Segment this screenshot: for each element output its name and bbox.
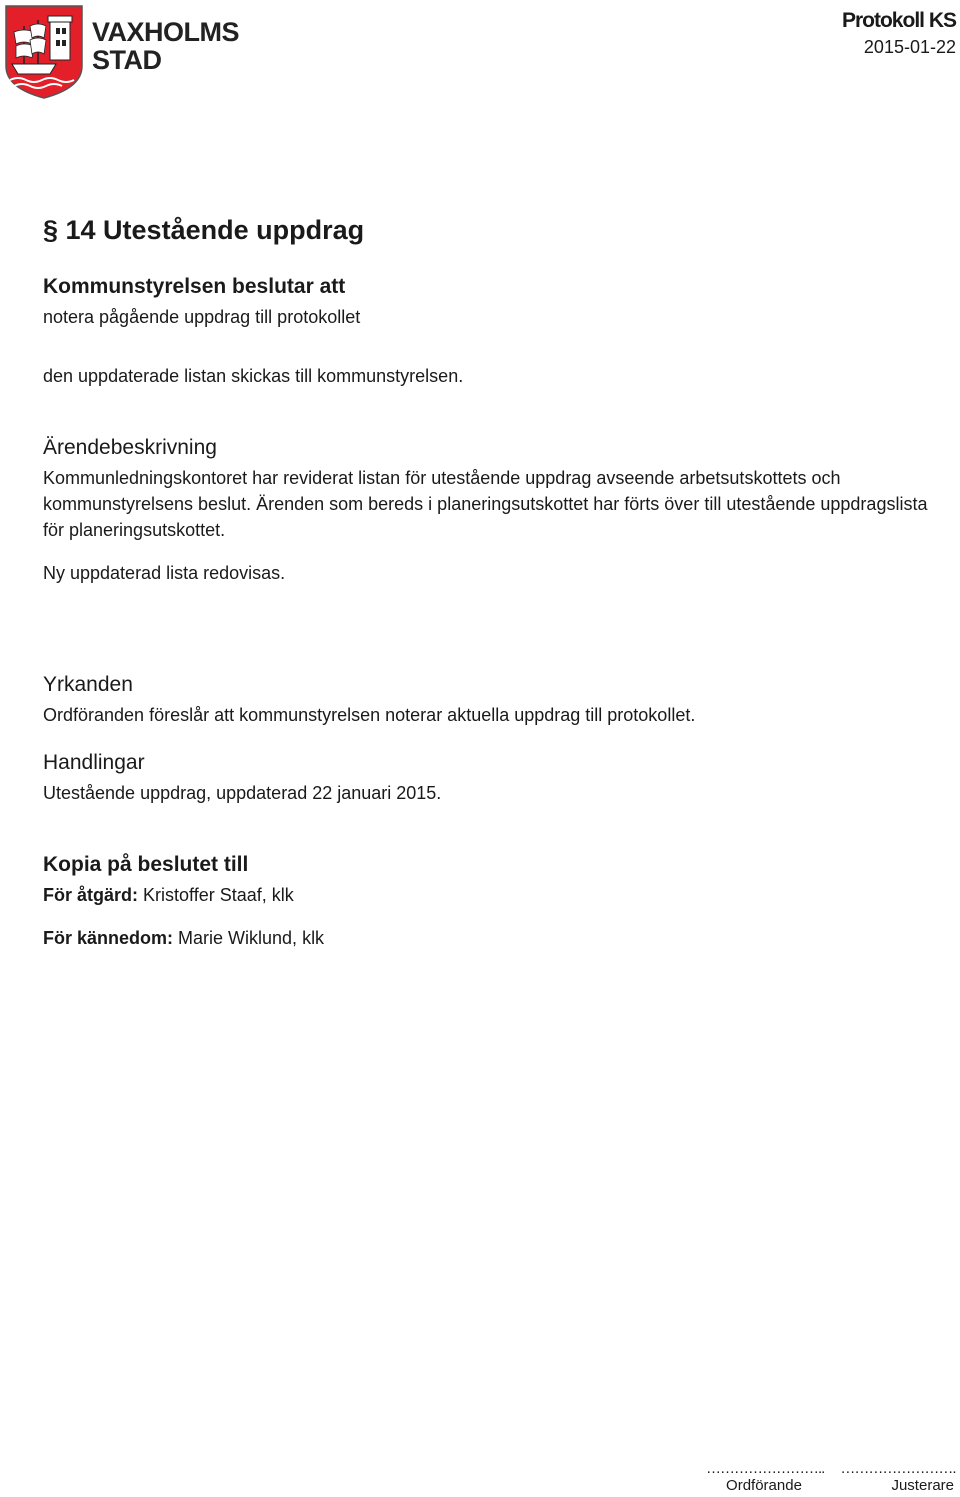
logo-line-1: VAXHOLMS [92, 17, 240, 47]
decision-heading: Kommunstyrelsen beslutar att [43, 275, 346, 298]
documents-text: Utestående uppdrag, uppdaterad 22 januari 2015. [43, 783, 442, 803]
signature-role: Justerare [891, 1477, 954, 1494]
section-title: § 14 Utestående uppdrag [43, 215, 365, 245]
coat-of-arms-icon [4, 4, 84, 100]
info-label: För kännedom: [43, 928, 174, 948]
signature-line: ……………………. [840, 1460, 956, 1477]
signature-footer [706, 1461, 956, 1497]
municipality-logo [4, 4, 254, 100]
decision-item: notera pågående uppdrag till protokollet [43, 307, 361, 327]
decision-item: den uppdaterade listan skickas till kommunstyrelsen. [43, 366, 464, 386]
description-note: Ny uppdaterad lista redovisas. [43, 563, 286, 583]
signature-line: …………………….. [706, 1460, 825, 1477]
copy-heading: Kopia på beslutet till [43, 853, 249, 876]
protocol-section [43, 212, 933, 951]
copy-info-line [43, 925, 933, 951]
document-header [842, 8, 956, 60]
adjuster-signature [840, 1461, 956, 1495]
document-date: 2015-01-22 [863, 37, 956, 57]
logo-wordmark [92, 18, 239, 74]
documents-heading: Handlingar [43, 751, 145, 774]
document-type: Protokoll KS [841, 9, 956, 32]
signature-role: Ordförande [726, 1477, 802, 1494]
action-label: För åtgärd: [43, 885, 139, 905]
action-value: Kristoffer Staaf, klk [143, 885, 294, 905]
description-text: Kommunledningskontoret har reviderat listan för utestående uppdrag avseende arbetsutskottets och kommunstyrelsens beslut. Ärenden som bereds i planeringsutskottet har förts över till utestående uppdragslista för planeringsutskottet. [43, 468, 928, 540]
description-heading: Ärendebeskrivning [43, 436, 217, 459]
logo-line-2: STAD [92, 45, 162, 75]
copy-action-line [43, 882, 933, 908]
info-value: Marie Wiklund, klk [178, 928, 325, 948]
chair-signature [706, 1460, 825, 1495]
motion-text: Ordföranden föreslår att kommunstyrelsen noterar aktuella uppdrag till protokollet. [43, 705, 696, 725]
motion-heading: Yrkanden [43, 673, 133, 696]
